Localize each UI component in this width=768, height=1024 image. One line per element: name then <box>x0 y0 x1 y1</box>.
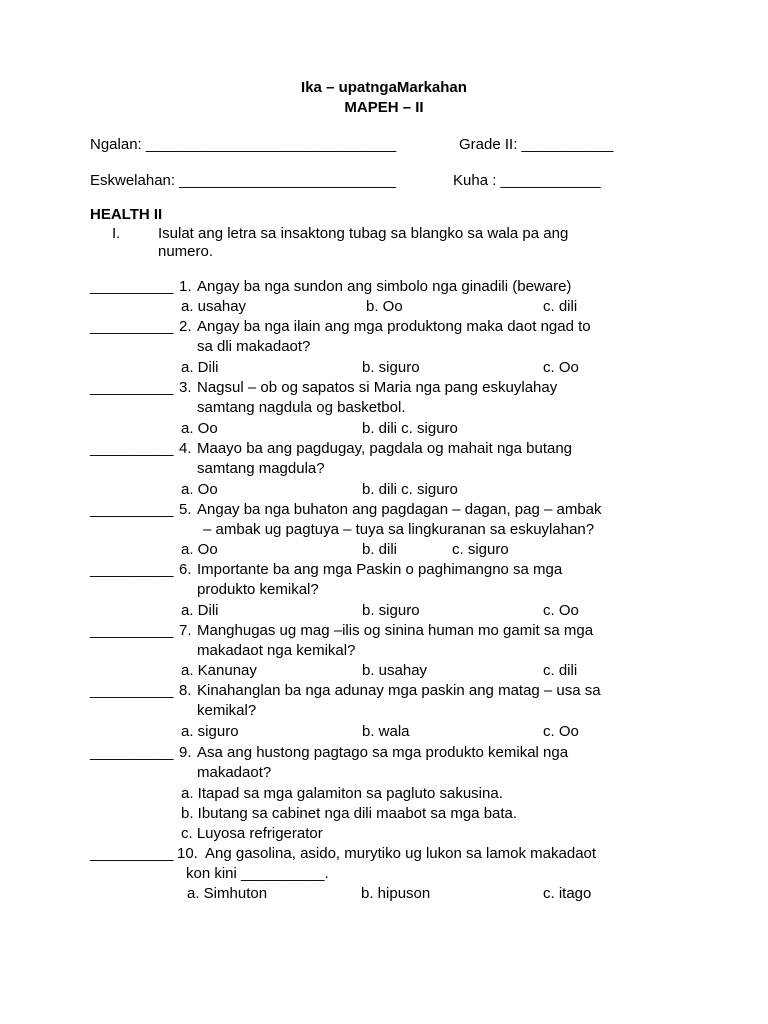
choice: a. Kanunay <box>181 662 257 679</box>
instruction-text: numero. <box>158 243 214 260</box>
subject-title: MAPEH – II <box>344 99 424 116</box>
question-text: Asa ang hustong pagtago sa mga produkto kemikal nga <box>197 744 569 761</box>
choice: c. itago <box>543 885 592 902</box>
choice: b. wala <box>362 723 410 740</box>
question-text: samtang nagdula og basketbol. <box>197 399 406 416</box>
choice: a. Dili <box>181 359 219 376</box>
question-text: Angay ba nga ilain ang mga produktong maka daot ngad to <box>197 318 591 335</box>
choice: b. siguro <box>362 359 420 376</box>
question-number: 1. <box>179 278 192 295</box>
name-field[interactable]: Ngalan: ______________________________ <box>90 136 397 153</box>
question-number: 2. <box>179 318 192 335</box>
choice: b. hipuson <box>361 885 431 902</box>
question-number: 10. <box>177 845 198 862</box>
choice: c. siguro <box>452 541 509 558</box>
question-text: Maayo ba ang pagdugay, pagdala og mahait nga butang <box>197 440 573 457</box>
choice: c. Oo <box>543 723 579 740</box>
answer-blank[interactable]: __________ <box>90 682 174 699</box>
question-text: kemikal? <box>197 702 257 719</box>
choice: a. Dili <box>181 602 219 619</box>
answer-blank[interactable]: __________ <box>90 561 174 578</box>
choice: b. usahay <box>362 662 428 679</box>
question-text: makadaot? <box>197 764 272 781</box>
choice: c. dili <box>543 662 578 679</box>
school-field[interactable]: Eskwelahan: __________________________ <box>90 172 397 189</box>
choice: a. siguro <box>181 723 239 740</box>
score-field[interactable]: Kuha : ____________ <box>453 172 601 189</box>
answer-blank[interactable]: __________ <box>90 501 174 518</box>
choice: a. Oo <box>181 541 218 558</box>
answer-blank[interactable]: __________ <box>90 278 174 295</box>
question-text: Angay ba nga buhaton ang pagdagan – dagan, pag – ambak <box>197 501 602 518</box>
choice: a. Oo <box>181 481 218 498</box>
question-number: 9. <box>179 744 192 761</box>
instruction-text: Isulat ang letra sa insaktong tubag sa blangko sa wala pa ang <box>158 225 569 242</box>
question-text: makadaot nga kemikal? <box>197 642 356 659</box>
question-text: Kinahanglan ba nga adunay mga paskin ang matag – usa sa <box>197 682 601 699</box>
choice: a. Simhuton <box>187 885 268 902</box>
answer-blank[interactable]: __________ <box>90 440 174 457</box>
choice: a. Itapad sa mga galamiton sa pagluto sakusina. <box>181 785 503 802</box>
choice: b. siguro <box>362 602 420 619</box>
question-text: produkto kemikal? <box>197 581 319 598</box>
question-text: sa dli makadaot? <box>197 338 311 355</box>
answer-blank[interactable]: __________ <box>90 744 174 761</box>
question-number: 7. <box>179 622 192 639</box>
instruction-number: I. <box>112 225 121 242</box>
answer-blank[interactable]: __________ <box>90 622 174 639</box>
answer-blank[interactable]: __________ <box>90 379 174 396</box>
answer-blank[interactable]: __________ <box>90 318 174 335</box>
question-number: 3. <box>179 379 192 396</box>
choice: c. Oo <box>543 359 579 376</box>
question-text: kon kini __________. <box>186 865 329 882</box>
question-text: Nagsul – ob og sapatos si Maria nga pang eskuylahay <box>197 379 558 396</box>
grade-field[interactable]: Grade II: ___________ <box>459 136 614 153</box>
choice: c. dili <box>543 298 578 315</box>
choice: b. dili <box>362 541 398 558</box>
question-number: 8. <box>179 682 192 699</box>
question-text: Angay ba nga sundon ang simbolo nga ginadili (beware) <box>197 278 572 295</box>
choice: b. dili c. siguro <box>362 420 458 437</box>
choice: b. dili c. siguro <box>362 481 458 498</box>
question-text: Ang gasolina, asido, murytiko ug lukon sa lamok makadaot <box>205 845 597 862</box>
choice: c. Oo <box>543 602 579 619</box>
question-number: 4. <box>179 440 192 457</box>
section-title: HEALTH II <box>90 206 163 223</box>
choice: b. Ibutang sa cabinet nga dili maabot sa mga bata. <box>181 805 518 822</box>
question-text: Importante ba ang mga Paskin o paghimangno sa mga <box>197 561 563 578</box>
question-text: samtang magdula? <box>197 460 325 477</box>
question-number: 6. <box>179 561 192 578</box>
choice: c. Luyosa refrigerator <box>181 825 323 842</box>
question-text: – ambak ug pagtuya – tuya sa lingkuranan sa eskuylahan? <box>203 521 595 538</box>
question-number: 5. <box>179 501 192 518</box>
answer-blank[interactable]: __________ <box>90 845 174 862</box>
quarter-title: Ika – upatngaMarkahan <box>301 79 467 96</box>
question-text: Manghugas ug mag –ilis og sinina human mo gamit sa mga <box>197 622 594 639</box>
choice: b. Oo <box>366 298 403 315</box>
choice: a. usahay <box>181 298 247 315</box>
choice: a. Oo <box>181 420 218 437</box>
